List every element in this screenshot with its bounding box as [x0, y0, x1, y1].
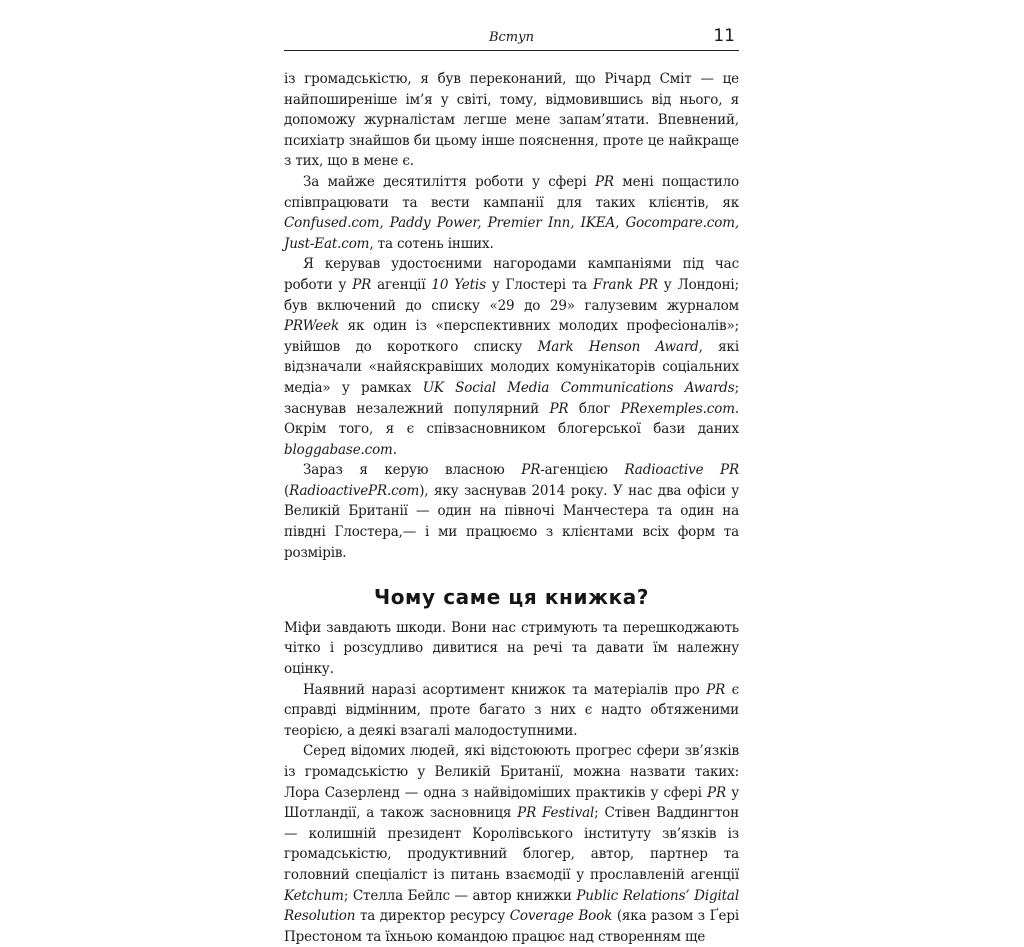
- text-run: як один із «перспективних молодих професіоналів»; увійшов до короткого списку: [284, 318, 739, 355]
- italic-run: PR: [521, 462, 541, 479]
- italic-run: Coverage Book: [509, 908, 613, 925]
- italic-run: PR Festival: [517, 805, 595, 822]
- paragraph-7: [284, 741, 739, 947]
- text-run: ; Стівен Ваддингтон — колишній президент Королівського інституту зв’язків із громадськістю, продуктивний блогер, автор, партнер та головний спеціаліст із питань взаємодії у прославленій агенції: [284, 805, 739, 883]
- text-run: (: [284, 482, 290, 499]
- text-run: Наявний наразі асортимент книжок та матеріалів про: [303, 681, 707, 698]
- text-run: у Шотландії, а також засновниця: [284, 784, 740, 822]
- italic-run: Ketchum: [284, 887, 344, 904]
- paragraph-4: [284, 460, 739, 563]
- paragraph-3: [284, 254, 739, 460]
- italic-run: PR: [706, 681, 726, 698]
- text-run: мені пощастило співпрацювати та вести кампанії для таких клієнтів, як: [284, 173, 740, 211]
- page-number: 11: [713, 26, 735, 46]
- text-run: є справді відмінним, проте багато з них є надто обтяженими теорією, а деякі взагалі малодоступними.: [284, 681, 739, 739]
- text-run: ; заснував незалежний популярний: [284, 379, 739, 417]
- italic-run: Public Relations’ Digital Resolution: [284, 887, 739, 925]
- book-page: [284, 24, 740, 945]
- text-run: , та сотень інших.: [369, 235, 494, 252]
- italic-run: 10 Yetis: [431, 276, 486, 293]
- text-run: у Лондоні; був включений до списку «29 до 29» галузевим журналом: [284, 276, 739, 314]
- italic-run: Radioactive PR: [624, 462, 739, 479]
- text-run: агенції: [371, 276, 432, 293]
- italic-run: Mark Henson Award: [537, 338, 699, 355]
- paragraph-5: Міфи завдають шкоди. Вони нас стримують та перешкоджають чітко і розсудливо дивитися на речі та давати їм належну оцінку.: [284, 619, 739, 678]
- text-run: блог: [568, 400, 621, 417]
- text-run: Зараз я керую власною: [303, 462, 522, 479]
- italic-run: bloggabase.com: [284, 441, 393, 458]
- paragraph-1: із громадськістю, я був переконаний, що Річард Сміт — це найпоширеніше ім’я у світі, тому, відмовившись від нього, я допоможу журналістам легше мене запам’ятати. Впевнений, психіатр знайшов би цьому інше пояснення, проте це найкраще з тих, що в мене є.: [284, 71, 739, 170]
- text-run: , які відзначали «найяскравіших молодих комунікаторів соціальних медіа» у рамках: [284, 338, 739, 396]
- text-run: Я керував удостоєними нагородами кампаніями під час роботи у: [284, 256, 739, 293]
- section-heading: Чому саме ця книжка?: [373, 585, 650, 610]
- italic-run: PR: [594, 173, 614, 190]
- text-run: та директор ресурсу: [355, 908, 510, 925]
- text-run: у Глостері та: [485, 276, 593, 293]
- italic-run: PR: [549, 400, 569, 417]
- text-run: . Окрім того, я є співзасновником блогерської бази даних: [284, 400, 739, 438]
- text-run: Серед відомих людей, які відстоюють прогрес сфери зв’язків із громадськістю у Великій Британії, можна назвати таких: Лора Сазерленд — одна з найвідоміших практиків у сфері: [284, 743, 739, 801]
- text-run: (яка разом з Ґері Престоном та їхньою командою працює над створенням ще: [284, 908, 739, 945]
- body-text: [284, 69, 739, 947]
- chapter-title: Вступ: [488, 30, 535, 45]
- italic-run: PR: [352, 276, 372, 293]
- italic-run: Confused.com, Paddy Power, Premier Inn, IKEA, Gocompare.com, Just-Eat.com: [284, 215, 739, 252]
- text-run: -агенцією: [540, 462, 625, 479]
- italic-run: PR: [707, 784, 726, 801]
- paragraph-2: [284, 172, 739, 254]
- text-run: За майже десятиліття роботи у сфері: [303, 173, 595, 190]
- italic-run: PRexemples.com: [620, 400, 735, 417]
- running-head: [284, 24, 739, 51]
- italic-run: Frank PR: [592, 276, 658, 293]
- italic-run: RadioactivePR.com: [289, 482, 420, 499]
- paragraph-6: [284, 680, 739, 742]
- italic-run: PRWeek: [284, 318, 339, 335]
- text-run: ), яку заснував 2014 року. У нас два офіси у Великій Британії — один на півночі Манчестера та один на півдні Глостера,— і ми працюємо з клієнтами всіх форм та розмірів.: [284, 482, 739, 561]
- italic-run: UK Social Media Communications Awards: [422, 379, 735, 396]
- text-run: ; Стелла Бейлс — автор книжки: [343, 887, 577, 904]
- text-run: .: [392, 441, 397, 458]
